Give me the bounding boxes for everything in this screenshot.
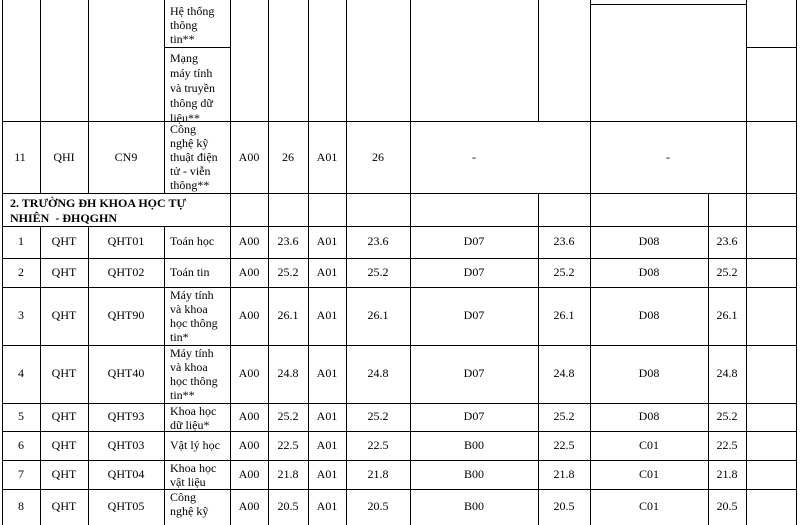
row-combo4: C01 (638, 499, 659, 513)
major-line: học thông (170, 374, 218, 388)
row-combo4: D08 (638, 234, 660, 248)
row-major (170, 346, 218, 402)
row-score3: 21.8 (553, 467, 575, 481)
row-combo1: A00 (238, 366, 260, 380)
row-combo3: D07 (463, 308, 485, 322)
row-score2: 20.5 (367, 499, 389, 513)
row-combo2: A01 (316, 438, 338, 452)
row-score3: 25.2 (553, 265, 575, 279)
grid-vline (746, 287, 747, 345)
row11-combo2: A01 (316, 150, 338, 164)
grid-vline (796, 345, 797, 403)
grid-vline (346, 0, 347, 121)
row-code: QHT01 (107, 234, 145, 248)
row-score4: 24.8 (716, 366, 738, 380)
grid-vline (708, 193, 709, 226)
major-cell-mang-may-tinh (170, 51, 215, 126)
row-combo3: B00 (463, 499, 484, 513)
row-score1: 24.8 (277, 366, 299, 380)
row-score1: 26.1 (277, 308, 299, 322)
grid-vline (590, 193, 591, 226)
row-score3: 24.8 (553, 366, 575, 380)
grid-vline (796, 403, 797, 431)
row-major (170, 404, 216, 432)
grid-vline (796, 121, 797, 193)
grid-vline (164, 403, 165, 431)
major-line: và khoa (170, 360, 208, 374)
grid-hline (2, 345, 796, 346)
row-combo1: A00 (238, 234, 260, 248)
row-score1: 20.5 (277, 499, 299, 513)
grid-vline (268, 193, 269, 226)
row-stt: 1 (18, 234, 24, 248)
row-stt: 4 (18, 366, 24, 380)
row11-score1: 26 (282, 150, 294, 164)
grid-hline (590, 4, 746, 5)
grid-vline (164, 460, 165, 489)
grid-vline (164, 489, 165, 525)
major-line: và truyền (170, 81, 215, 95)
row-score1: 23.6 (277, 234, 299, 248)
grid-vline (746, 431, 747, 460)
major-line: tin* (170, 330, 189, 344)
grid-vline (164, 345, 165, 403)
row-combo4: C01 (638, 438, 659, 452)
grid-vline (590, 0, 591, 121)
row-stt: 8 (18, 499, 24, 513)
grid-vline (796, 0, 797, 121)
major-line: Khoa học (170, 404, 217, 418)
row-code: QHT03 (107, 438, 145, 452)
grid-vline (230, 0, 231, 121)
grid-vline (164, 121, 165, 193)
row11-combo4: - (666, 150, 670, 164)
grid-vline (164, 258, 165, 287)
row-combo1: A00 (238, 409, 260, 423)
major-line: thông** (170, 178, 210, 192)
major-line: liệu** (170, 111, 200, 125)
major-line: tin** (170, 388, 195, 402)
major-line: Toán tin (170, 265, 210, 279)
grid-hline (2, 258, 796, 259)
row-combo4: D08 (638, 265, 660, 279)
grid-vline (796, 193, 797, 226)
major-line: máy tính (170, 66, 213, 80)
row-score1: 25.2 (277, 409, 299, 423)
row-score2: 25.2 (367, 409, 389, 423)
row-school: QHT (51, 438, 77, 452)
row-score2: 26.1 (367, 308, 389, 322)
row-combo3: D07 (463, 366, 485, 380)
row-score4: 25.2 (716, 265, 738, 279)
grid-hline (164, 47, 230, 48)
major-line: vật liệu (170, 475, 206, 489)
row-score2: 22.5 (367, 438, 389, 452)
row-combo2: A01 (316, 499, 338, 513)
major-line: Vật lý học (170, 438, 220, 452)
row-combo2: A01 (316, 234, 338, 248)
row11-school: QHI (53, 150, 75, 164)
grid-hline (2, 489, 796, 490)
grid-vline (746, 258, 747, 287)
row-score1: 21.8 (277, 467, 299, 481)
grid-vline (164, 226, 165, 258)
row11-major (170, 122, 218, 192)
grid-hline (2, 287, 796, 288)
grid-vline (746, 489, 747, 525)
grid-hline (2, 431, 796, 432)
major-line: tin** (170, 32, 195, 46)
grid-vline (796, 460, 797, 489)
row-code: QHT05 (107, 499, 145, 513)
row-combo2: A01 (316, 308, 338, 322)
row-combo2: A01 (316, 265, 338, 279)
major-line: nghệ kỹ (170, 504, 209, 518)
row-score2: 25.2 (367, 265, 389, 279)
row-combo3: B00 (463, 467, 484, 481)
row-score4: 26.1 (716, 308, 738, 322)
row-major (170, 288, 218, 344)
row-school: QHT (51, 467, 77, 481)
major-line: Công (170, 122, 197, 136)
row-code: QHT90 (107, 308, 145, 322)
grid-vline (308, 193, 309, 226)
row-combo4: D08 (638, 366, 660, 380)
grid-vline (164, 287, 165, 345)
grid-vline (796, 287, 797, 345)
row-combo3: D07 (463, 234, 485, 248)
row-school: QHT (51, 366, 77, 380)
section-title-line: 2. TRƯỜNG ĐH KHOA HỌC TỰ (10, 196, 187, 210)
grid-hline (2, 121, 796, 122)
row-score4: 20.5 (716, 499, 738, 513)
grid-vline (2, 0, 3, 121)
row-major (170, 234, 214, 248)
row-code: QHT04 (107, 467, 145, 481)
grid-vline (410, 0, 411, 121)
row-school: QHT (51, 265, 77, 279)
grid-vline (796, 489, 797, 525)
row11-score2: 26 (372, 150, 384, 164)
row-score4: 22.5 (716, 438, 738, 452)
major-line: thông (170, 18, 198, 32)
major-line: Máy tính (170, 346, 214, 360)
row-combo1: A00 (238, 265, 260, 279)
major-line: thuật điện (170, 150, 218, 164)
grid-vline (230, 193, 231, 226)
row11-combo3: - (472, 150, 476, 164)
grid-vline (746, 460, 747, 489)
row-combo3: D07 (463, 409, 485, 423)
major-line: dữ liệu* (170, 418, 210, 432)
row-combo2: A01 (316, 409, 338, 423)
row-combo2: A01 (316, 467, 338, 481)
major-line: thông dữ (170, 96, 213, 110)
major-line: và khoa (170, 302, 208, 316)
grid-vline (40, 0, 41, 121)
row11-stt: 11 (14, 150, 26, 164)
row-school: QHT (51, 409, 77, 423)
major-line: Toán học (170, 234, 215, 248)
grid-vline (796, 258, 797, 287)
major-line: Mạng (170, 51, 198, 65)
row-combo2: A01 (316, 366, 338, 380)
row-score4: 21.8 (716, 467, 738, 481)
row-combo1: A00 (238, 467, 260, 481)
section-2-title (10, 196, 186, 226)
row11-combo1: A00 (238, 150, 260, 164)
grid-vline (2, 193, 3, 226)
row-stt: 3 (18, 308, 24, 322)
grid-vline (746, 121, 747, 193)
row-score2: 24.8 (367, 366, 389, 380)
row-major (170, 438, 220, 452)
row-combo3: B00 (463, 438, 484, 452)
grid-vline (88, 0, 89, 121)
row-major (170, 265, 210, 279)
grid-vline (796, 226, 797, 258)
row-major (170, 461, 216, 489)
row-school: QHT (51, 234, 77, 248)
row-school: QHT (51, 499, 77, 513)
row-score2: 23.6 (367, 234, 389, 248)
grid-vline (746, 0, 747, 121)
grid-vline (746, 403, 747, 431)
major-line: Hệ thống (170, 4, 215, 18)
row-stt: 6 (18, 438, 24, 452)
row-combo4: D08 (638, 409, 660, 423)
row-score2: 21.8 (367, 467, 389, 481)
major-line: Công (170, 490, 197, 504)
row-code: QHT40 (107, 366, 145, 380)
grid-hline (2, 403, 796, 404)
row-combo4: D08 (638, 308, 660, 322)
row-score4: 23.6 (716, 234, 738, 248)
major-line: Khoa học (170, 461, 217, 475)
grid-hline (2, 460, 796, 461)
major-line: Máy tính (170, 288, 214, 302)
grid-vline (410, 193, 411, 226)
row-combo1: A00 (238, 308, 260, 322)
grid-vline (346, 193, 347, 226)
row-combo4: C01 (638, 467, 659, 481)
grid-vline (538, 0, 539, 121)
row-code: QHT93 (107, 409, 145, 423)
grid-hline (2, 193, 796, 194)
grid-vline (164, 0, 165, 121)
major-line: học thông (170, 316, 218, 330)
row-score3: 25.2 (553, 409, 575, 423)
row-score3: 20.5 (553, 499, 575, 513)
grid-hline (746, 47, 796, 48)
row-stt: 5 (18, 409, 24, 423)
grid-vline (796, 431, 797, 460)
major-line: nghệ kỹ (170, 136, 209, 150)
row-code: QHT02 (107, 265, 145, 279)
grid-vline (746, 345, 747, 403)
grid-vline (308, 0, 309, 121)
row-combo1: A00 (238, 499, 260, 513)
grid-vline (164, 431, 165, 460)
grid-hline (2, 226, 796, 227)
row-score1: 25.2 (277, 265, 299, 279)
section-title-line: NHIÊN - ĐHQGHN (10, 211, 118, 225)
row-combo3: D07 (463, 265, 485, 279)
grid-vline (268, 0, 269, 121)
row-school: QHT (51, 308, 77, 322)
grid-vline (746, 226, 747, 258)
major-cell-he-thong-thong-tin (170, 4, 214, 46)
row-score4: 25.2 (716, 409, 738, 423)
grid-vline (746, 193, 747, 226)
row11-code: CN9 (114, 150, 138, 164)
major-line: tử - viễn (170, 164, 211, 178)
row-score3: 22.5 (553, 438, 575, 452)
row-score1: 22.5 (277, 438, 299, 452)
row-combo1: A00 (238, 438, 260, 452)
row-major (170, 490, 208, 518)
row-score3: 23.6 (553, 234, 575, 248)
row-score3: 26.1 (553, 308, 575, 322)
row-stt: 2 (18, 265, 24, 279)
grid-vline (538, 193, 539, 226)
row-stt: 7 (18, 467, 24, 481)
